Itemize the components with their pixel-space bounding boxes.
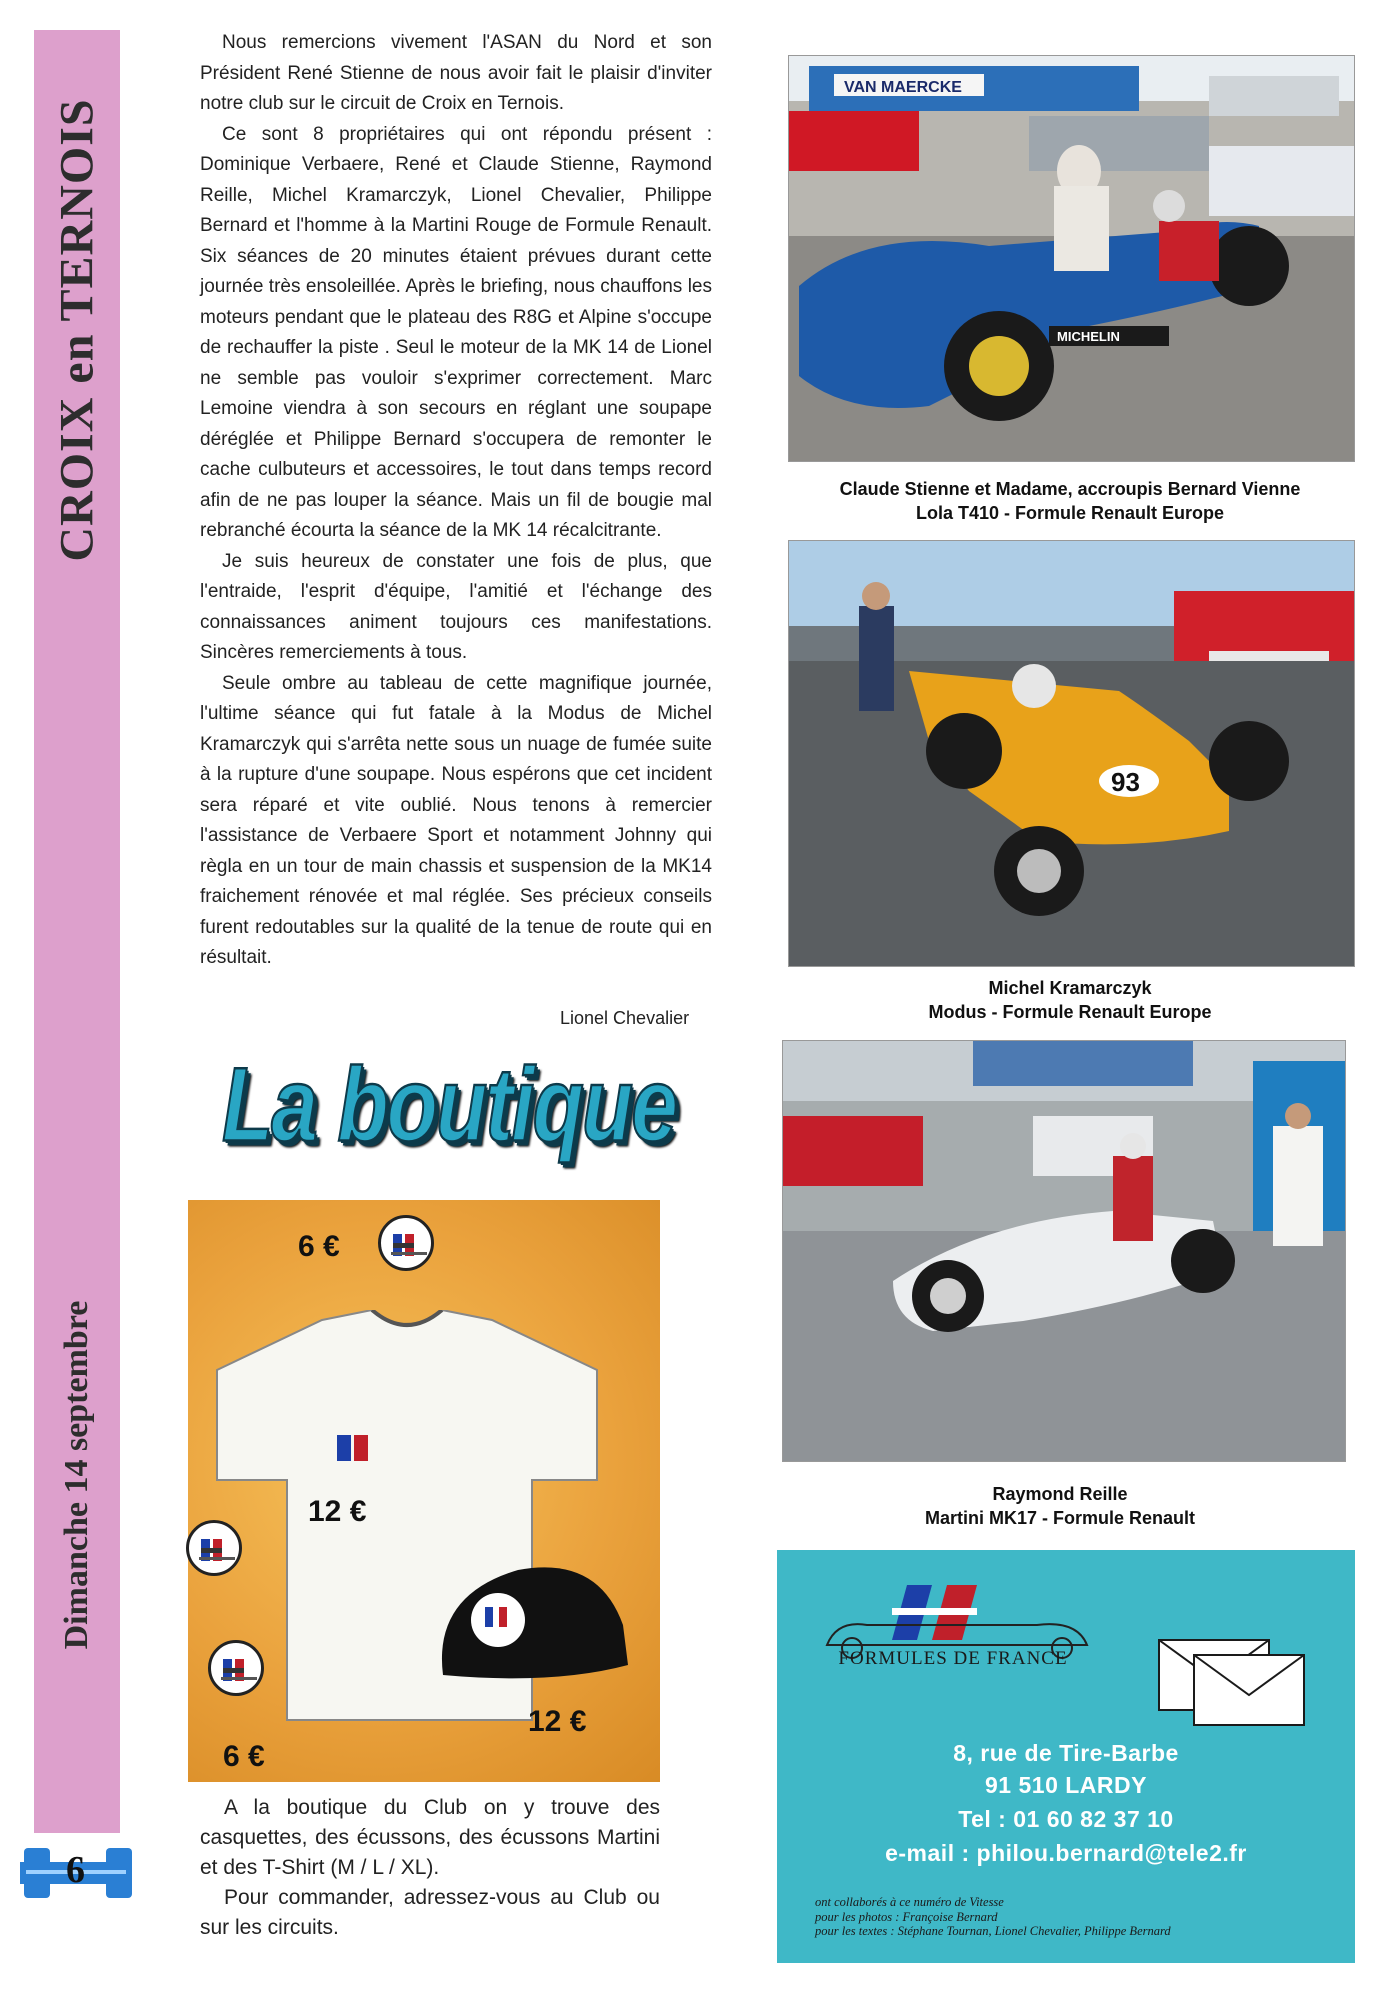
article-body <box>200 28 712 974</box>
page-number-badge <box>18 1842 138 1902</box>
boutique-paragraph: Pour commander, adressez-vous au Club ou sur les circuits. <box>200 1886 660 1939</box>
boutique-text <box>200 1793 660 1943</box>
banner-text: VAN MAERCKE <box>844 79 962 96</box>
article-paragraph: Nous remercions vivement l'ASAN du Nord et son Président René Stienne de nous avoir fait le plaisir d'inviter notre club sur le circuit de Croix en Ternois. <box>200 32 712 114</box>
article-paragraph: Ce sont 8 propriétaires qui ont répondu présent : Dominique Verbaere, René et Claude Stienne, Raymond Reille, Michel Kramarczyk, Lionel Chevalier, Philippe Bernard et l'homme à la Martini Rouge de Formule Renault. Six séances de 20 minutes étaient prévues durant cette journée très ensoleillée. Après le briefing, nous chauffons les moteurs pendant que le plateau des R8G et Alpine s'occupe de rechauffer la piste . Seul le moteur de la MK 14 de Lionel ne semble pas vouloir s'exprimer correctement. Marc Lemoine viendra à son secours en réglant une soupape déréglée et Philippe Bernard s'occupera de remonter le cache culbuteurs et accessoires, le tout dans temps record afin de ne pas louper la séance. Mais un fil de bougie mal rebranché écourta la séance de la MK 14 récalcitrante. <box>200 123 712 541</box>
contact-street: 8, rue de Tire-Barbe <box>953 1740 1179 1766</box>
boutique-title: La boutique <box>222 1045 676 1163</box>
photo-lola-t410 <box>788 55 1355 462</box>
envelope-icon <box>1149 1625 1329 1745</box>
cap-icon <box>423 1555 643 1695</box>
event-title: CROIX en TERNOIS <box>50 98 104 562</box>
caption-line: Lola T410 - Formule Renault Europe <box>915 503 1225 523</box>
caption-line: Raymond Reille <box>992 1484 1128 1504</box>
caption-line: Michel Kramarczyk <box>988 978 1152 998</box>
photo-modus <box>788 540 1355 967</box>
badge-icon <box>208 1640 264 1696</box>
tshirt-price: 12 € <box>308 1495 367 1528</box>
contact-phone: Tel : 01 60 82 37 10 <box>958 1806 1174 1832</box>
badge-icon <box>378 1215 434 1271</box>
article-paragraph: Je suis heureux de constater une fois de plus, que l'entraide, l'esprit d'équipe, l'amitié et l'échange des connaissances animent toujours ces manifestations. Sincères remerciements à tous. <box>200 550 712 663</box>
sponsor-text: MICHELIN <box>1057 329 1120 344</box>
event-date: Dimanche 14 septembre <box>58 1300 95 1650</box>
car-number: 93 <box>1111 767 1140 797</box>
boutique-panel <box>188 1200 660 1782</box>
article-paragraph: Seule ombre au tableau de cette magnifique journée, l'ultime séance qui fut fatale à la Modus de Michel Kramarczyk qui s'arrêta nette sous un nuage de fumée suite à la rupture d'une soupape. Nous espérons que cet incident sera réparé et vite oublié. Nous tenons à remercier l'assistance de Verbaere Sport et notamment Johnny qui règla en un tour de main chassis et suspension de la MK14 fraichement rénovée et mal réglée. Ses précieux conseils furent redoutables sur la qualité de la tenue de route qui en résultait. <box>200 672 712 968</box>
contact-panel <box>777 1550 1355 1963</box>
badge-price-bottom: 6 € <box>223 1740 265 1773</box>
photo-martini-mk17 <box>782 1040 1346 1462</box>
logo-text: FORMULES DE FRANCE <box>838 1648 1068 1669</box>
caption-line: Martini MK17 - Formule Renault <box>924 1508 1196 1528</box>
contact-email[interactable]: e-mail : philou.bernard@tele2.fr <box>885 1840 1247 1866</box>
credits-line: pour les textes : Stéphane Tournan, Lionel Chevalier, Philippe Bernard <box>815 1924 1171 1938</box>
credits <box>815 1895 1335 1939</box>
article-author: Lionel Chevalier <box>560 1008 690 1028</box>
badge-price-top: 6 € <box>298 1230 340 1263</box>
boutique-paragraph: A la boutique du Club on y trouve des casquettes, des écussons, des écussons Martini et des T-Shirt (M / L / XL). <box>200 1796 660 1879</box>
photo-caption <box>800 976 1340 1024</box>
cap-price: 12 € <box>528 1705 587 1738</box>
photo-caption <box>790 1482 1330 1530</box>
contact-city: 91 510 LARDY <box>985 1772 1147 1798</box>
credits-line: pour les photos : Françoise Bernard <box>815 1909 998 1924</box>
credits-line: ont collaborés à ce numéro de Vitesse <box>815 1895 1004 1909</box>
photo-caption <box>800 477 1340 525</box>
badge-icon <box>186 1520 242 1576</box>
caption-line: Claude Stienne et Madame, accroupis Bernard Vienne <box>839 479 1301 499</box>
caption-line: Modus - Formule Renault Europe <box>928 1002 1212 1022</box>
page-number: 6 <box>66 1849 85 1891</box>
